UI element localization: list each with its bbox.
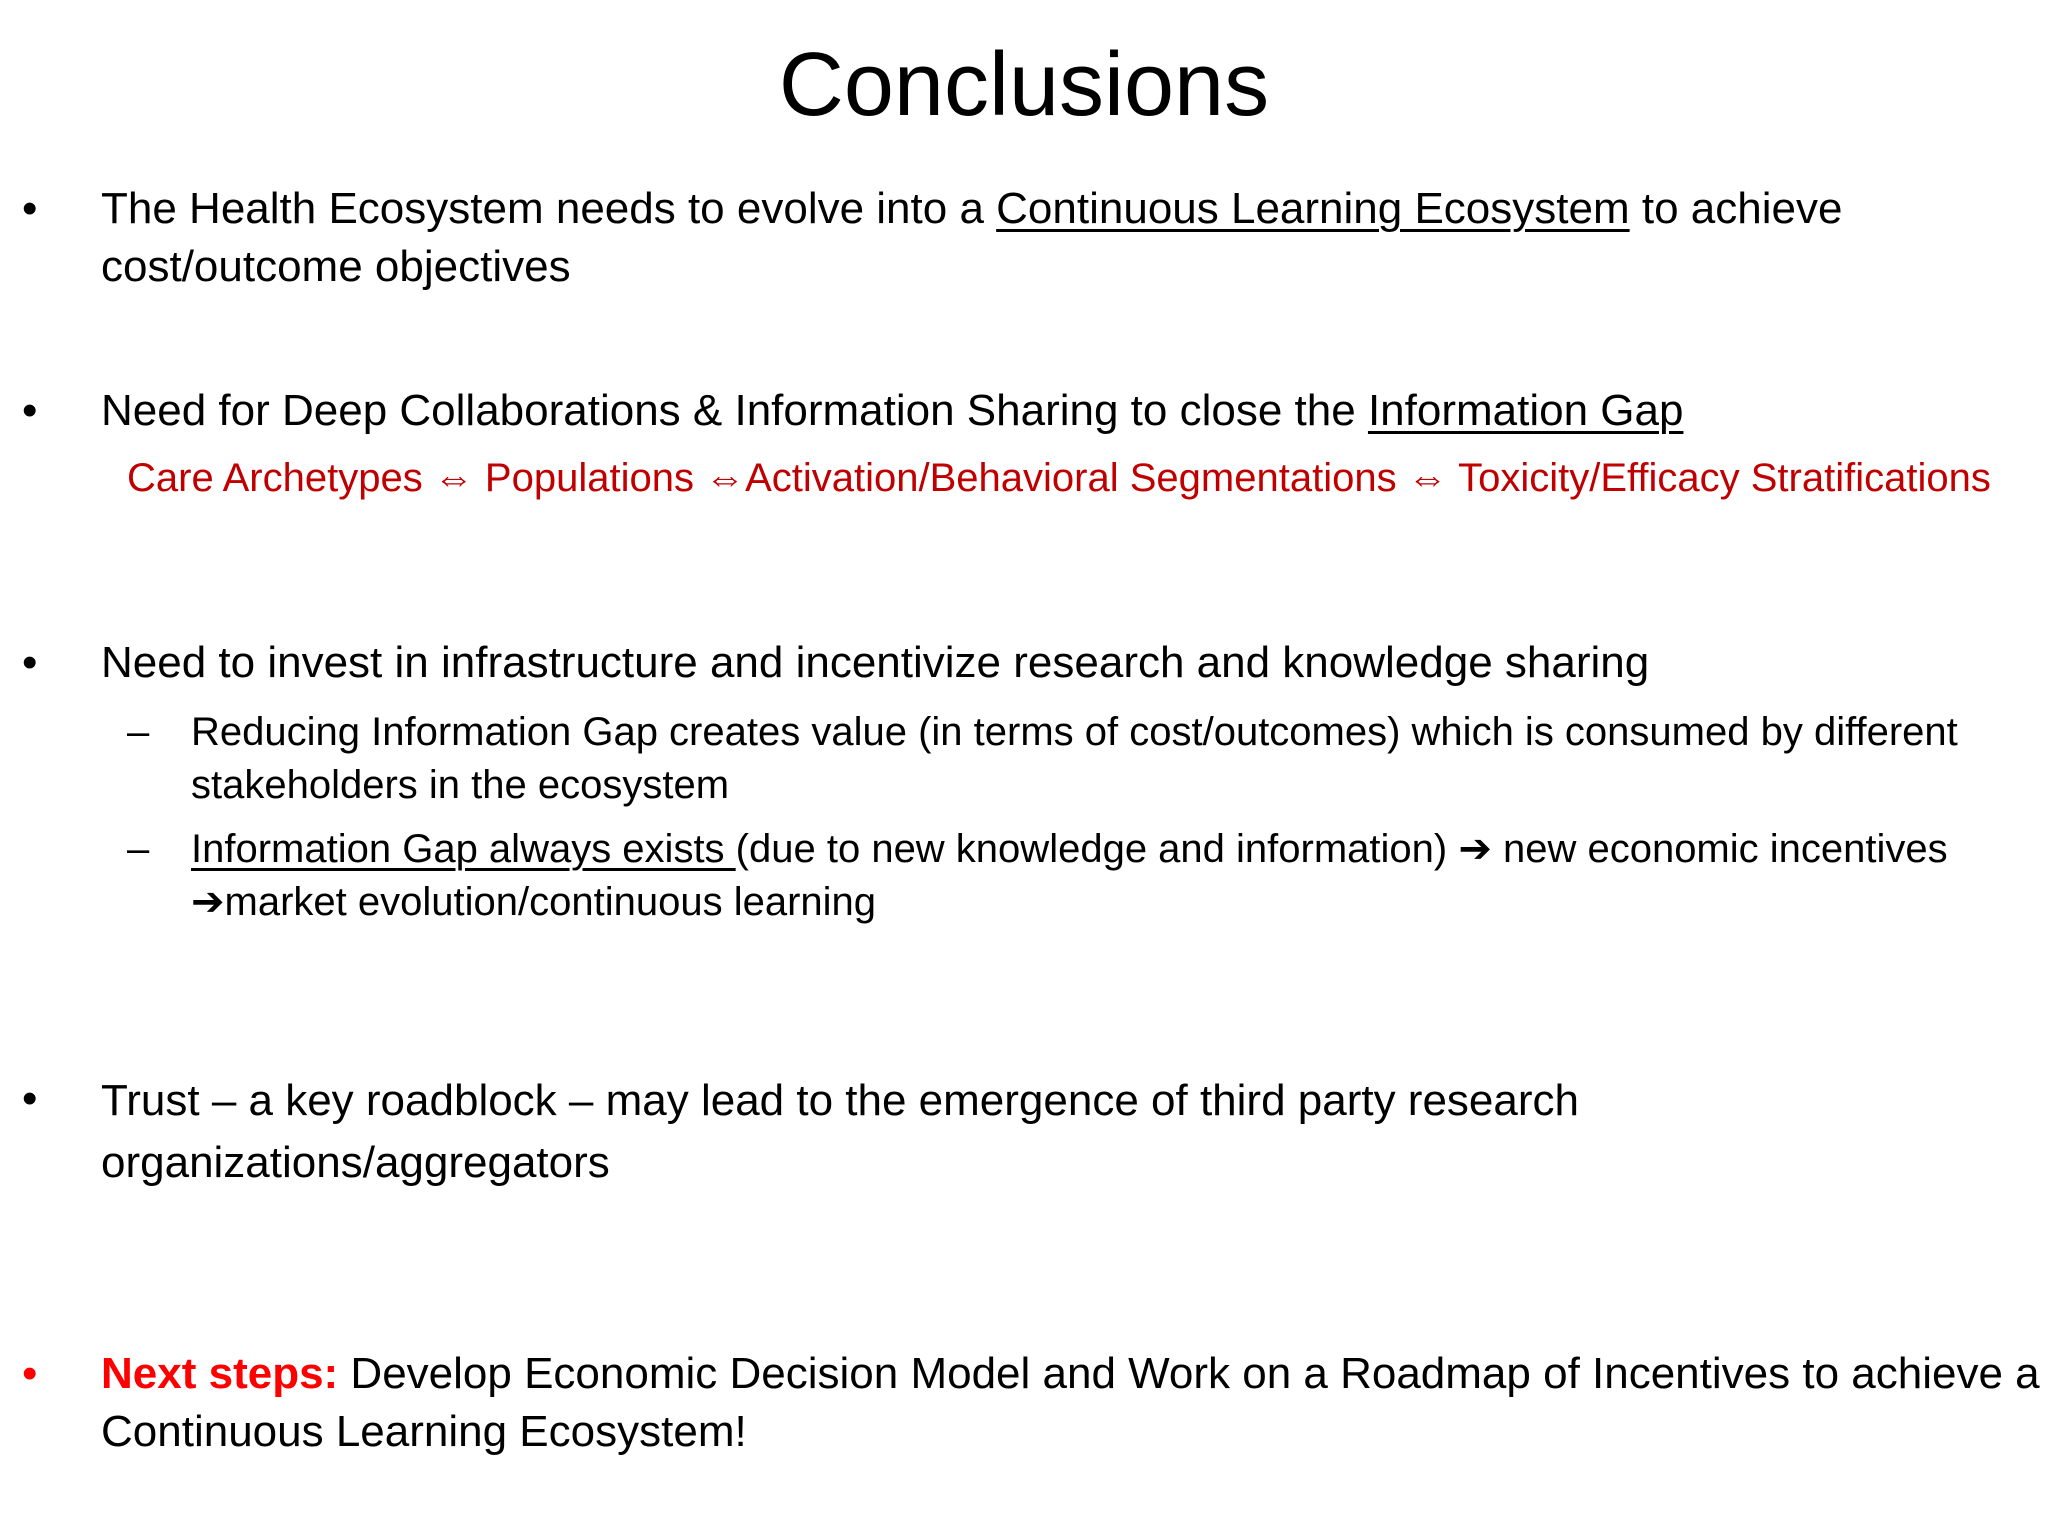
bullet-2-sub: Care Archetypes ⇔ Populations ⇔Activation/Behavioral Segmentations ⇔ Toxicity/Efficacy Stratifications: [127, 456, 1991, 500]
bullet-3-sub-2-post: (due to new knowledge and information) ➔ new economic incentives ➔market evolution/continuous learning: [191, 827, 1948, 924]
bullet-5-post: Develop Economic Decision Model and Work on a Roadmap of Incentives to achieve a Continuous Learning Ecosystem!: [101, 1349, 2040, 1456]
bullet-3-sub-1-text: Reducing Information Gap creates value (in terms of cost/outcomes) which is consumed by different stakeholders in the ecosystem: [191, 710, 1958, 807]
bullet-1-pre: The Health Ecosystem needs to evolve into a: [101, 184, 997, 233]
next-steps-label: Next steps:: [101, 1349, 339, 1398]
bullet-2-text: [101, 382, 2041, 440]
bullet-3-text: Need to invest in infrastructure and incentivize research and knowledge sharing: [101, 638, 1650, 687]
bullet-3-sub-2-text: [191, 823, 2021, 929]
bullet-dot: •: [22, 1349, 38, 1398]
dash-marker: –: [127, 710, 150, 754]
dash-marker: –: [127, 827, 150, 871]
bullet-2-pre: Need for Deep Collaborations & Information Sharing to close the: [101, 386, 1368, 435]
bullet-5-text: [101, 1345, 2041, 1461]
bullet-dot: •: [22, 1074, 38, 1123]
bullet-1-text: [101, 180, 2041, 296]
bullet-1-post: to achieve cost/outcome objectives: [101, 184, 1843, 291]
continuous-learning-ecosystem-link: Continuous Learning Ecosystem: [996, 184, 1630, 233]
slide-title: Conclusions: [778, 35, 1270, 135]
information-gap-always-exists-link: Information Gap always exists: [191, 827, 736, 871]
bullet-dot: •: [22, 386, 38, 435]
information-gap-link: Information Gap: [1367, 386, 1684, 435]
bullet-4-text: Trust – a key roadblock – may lead to the emergence of third party research organizations/aggregators: [101, 1076, 1579, 1187]
bullet-dot: •: [22, 638, 38, 687]
bullet-dot: •: [22, 184, 38, 233]
